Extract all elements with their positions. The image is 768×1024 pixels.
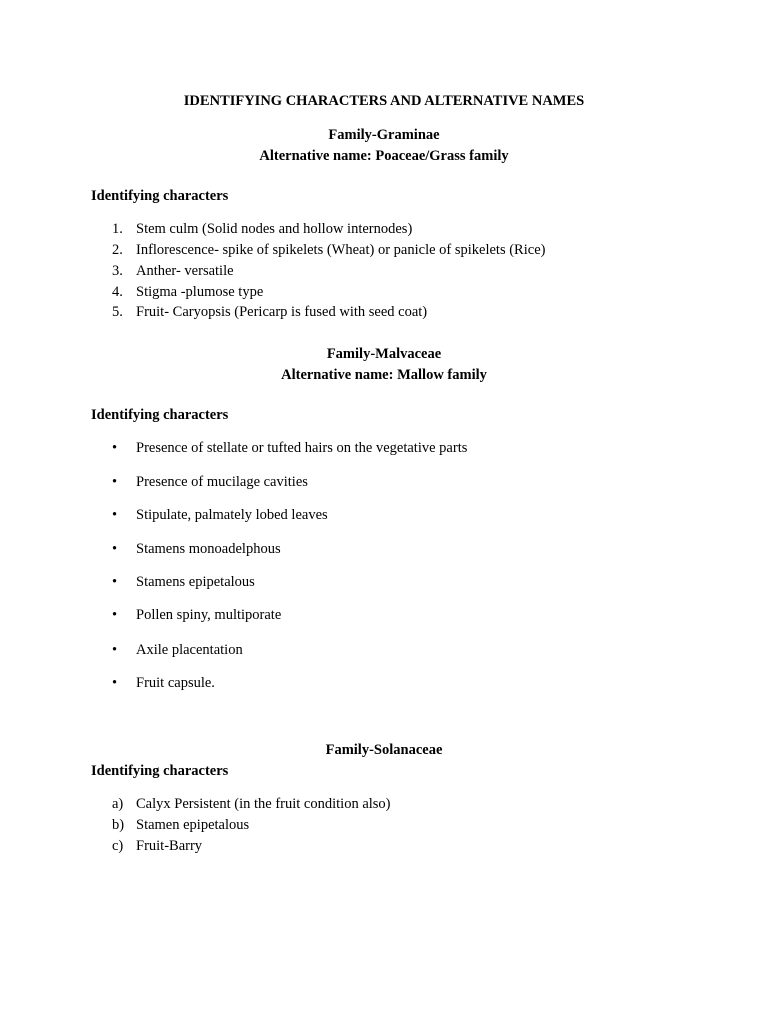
list-marker: 3. <box>112 263 123 279</box>
list-item-text: Fruit-Barry <box>136 838 203 854</box>
bullet-icon: • <box>112 507 118 523</box>
list-item-text: Stigma -plumose type <box>136 284 264 300</box>
list-item-text: Fruit- Caryopsis (Pericarp is fused with seed coat) <box>136 304 428 320</box>
document-title: IDENTIFYING CHARACTERS AND ALTERNATIVE NAMES <box>183 93 585 109</box>
malvaceae-alternative-name: Alternative name: Mallow family <box>281 367 487 383</box>
bullet-icon: • <box>112 541 118 557</box>
list-item-text: Presence of stellate or tufted hairs on the vegetative parts <box>136 440 468 456</box>
list-item-text: Fruit capsule. <box>136 675 215 691</box>
bullet-icon: • <box>112 607 118 623</box>
graminae-alternative-name: Alternative name: Poaceae/Grass family <box>259 148 509 164</box>
list-item-text: Stipulate, palmately lobed leaves <box>136 507 328 523</box>
bullet-icon: • <box>112 440 118 456</box>
solanaceae-heading: Identifying characters <box>91 763 229 779</box>
list-item-text: Presence of mucilage cavities <box>136 474 308 490</box>
list-item-text: Stamens epipetalous <box>136 574 255 590</box>
graminae-family-name: Family-Graminae <box>328 127 440 143</box>
bullet-icon: • <box>112 574 118 590</box>
list-item-text: Inflorescence- spike of spikelets (Wheat) or panicle of spikelets (Rice) <box>136 242 546 258</box>
bullet-icon: • <box>112 474 118 490</box>
malvaceae-family-name: Family-Malvaceae <box>326 346 442 362</box>
solanaceae-family-name: Family-Solanaceae <box>325 742 443 758</box>
list-marker: a) <box>112 796 124 812</box>
graminae-heading: Identifying characters <box>91 188 229 204</box>
list-marker: 2. <box>112 242 123 258</box>
list-item-text: Pollen spiny, multiporate <box>136 607 282 623</box>
list-item-text: Stem culm (Solid nodes and hollow internodes) <box>136 221 413 237</box>
list-item-text: Stamens monoadelphous <box>136 541 281 557</box>
bullet-icon: • <box>112 642 118 658</box>
list-item-text: Axile placentation <box>136 642 243 658</box>
list-marker: 4. <box>112 284 123 300</box>
list-item-text: Calyx Persistent (in the fruit condition also) <box>136 796 391 812</box>
list-marker: 1. <box>112 221 123 237</box>
list-marker: 5. <box>112 304 123 320</box>
list-marker: b) <box>112 817 125 833</box>
list-marker: c) <box>112 838 124 854</box>
list-item-text: Anther- versatile <box>136 263 234 279</box>
bullet-icon: • <box>112 675 118 691</box>
list-item-text: Stamen epipetalous <box>136 817 250 833</box>
malvaceae-heading: Identifying characters <box>91 407 229 423</box>
